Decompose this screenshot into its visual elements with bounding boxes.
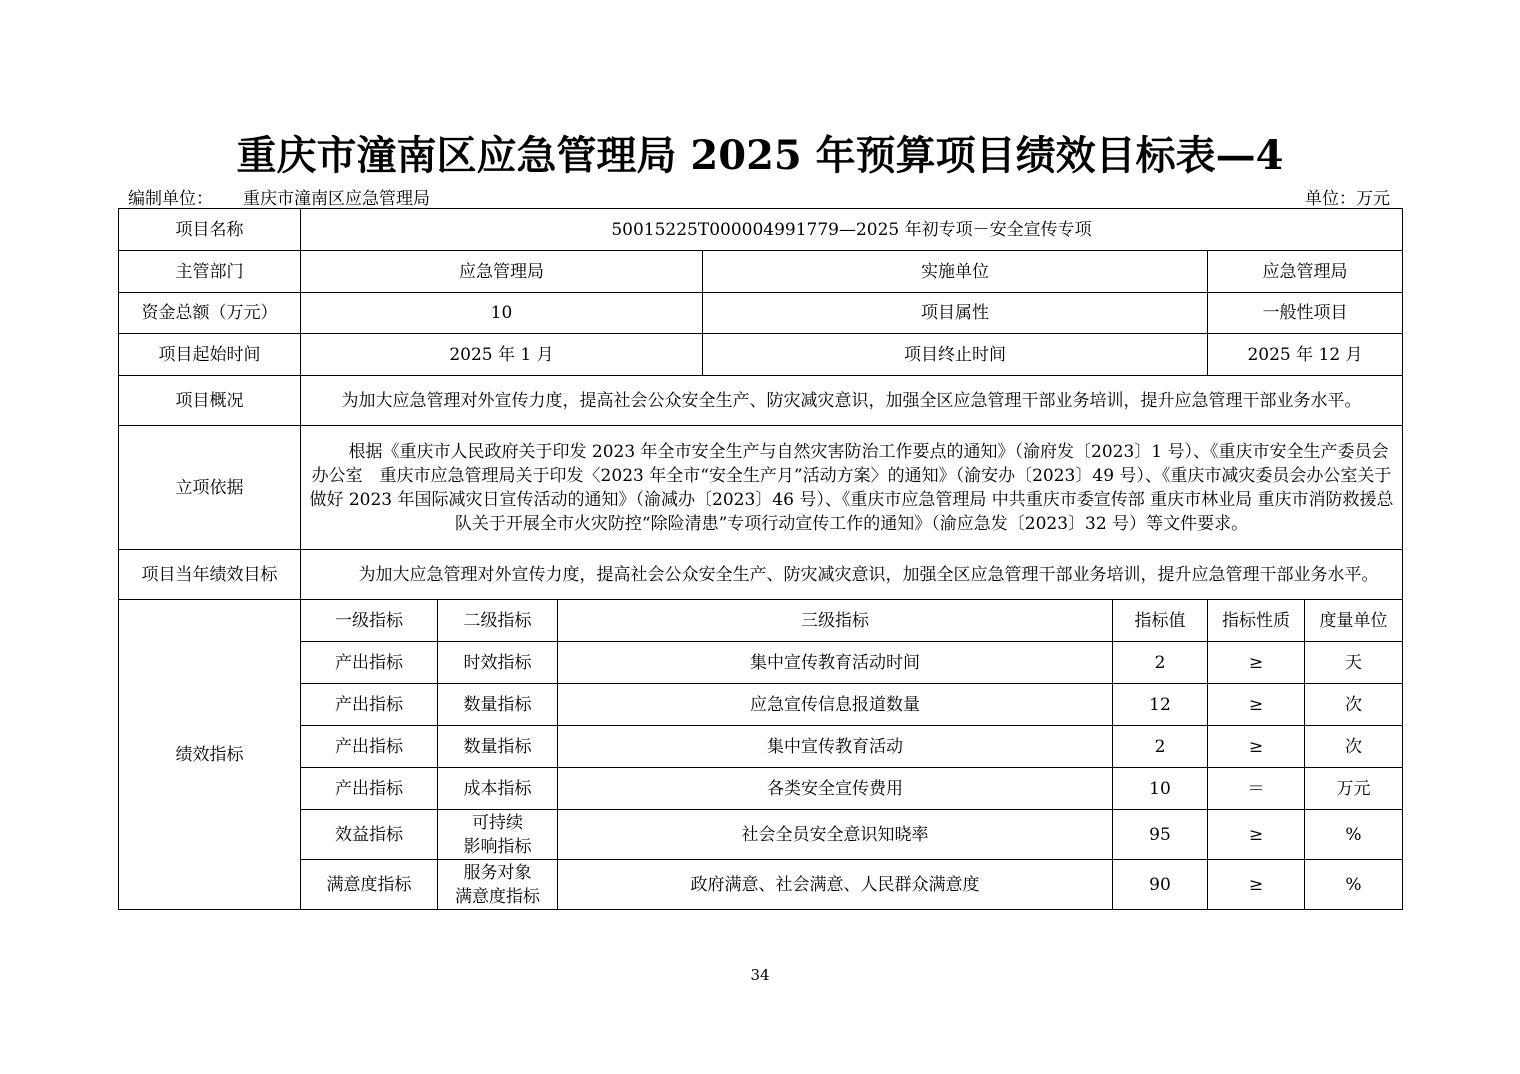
- dept-value: 应急管理局: [301, 251, 703, 293]
- end-value: 2025 年 12 月: [1208, 334, 1403, 376]
- unit-cell: 次: [1305, 726, 1403, 768]
- start-label: 项目起始时间: [119, 334, 301, 376]
- indicator-header-row: [119, 600, 1403, 642]
- nature-cell: ≥: [1208, 642, 1305, 684]
- row-fund: [119, 293, 1403, 334]
- nature-cell: ≥: [1208, 726, 1305, 768]
- level1-cell: 效益指标: [301, 810, 438, 860]
- start-value: 2025 年 1 月: [301, 334, 703, 376]
- level3-cell: 社会全员安全意识知晓率: [558, 810, 1113, 860]
- level2-line2: 影响指标: [463, 836, 532, 857]
- level2-cell: 数量指标: [438, 684, 558, 726]
- basis-label: 立项依据: [119, 426, 301, 550]
- unit-cell: %: [1305, 810, 1403, 860]
- row-basis: [119, 426, 1403, 550]
- row-department: [119, 251, 1403, 293]
- page-number: 34: [750, 966, 770, 984]
- value-cell: 2: [1113, 642, 1208, 684]
- level2-line1: 服务对象: [463, 862, 532, 883]
- level2-cell: 数量指标: [438, 726, 558, 768]
- compiling-unit: [128, 184, 430, 209]
- header-nature: 指标性质: [1208, 600, 1305, 642]
- attr-label: 项目属性: [703, 293, 1208, 334]
- unit-cell: 次: [1305, 684, 1403, 726]
- value-cell: 12: [1113, 684, 1208, 726]
- level2-cell: 成本指标: [438, 768, 558, 810]
- nature-cell: ≥: [1208, 684, 1305, 726]
- table-row: [119, 768, 1403, 810]
- value-cell: 2: [1113, 726, 1208, 768]
- level1-cell: 产出指标: [301, 642, 438, 684]
- unit-cell: %: [1305, 860, 1403, 910]
- goal-label: 项目当年绩效目标: [119, 550, 301, 600]
- level2-cell: [438, 860, 558, 910]
- value-cell: 10: [1113, 768, 1208, 810]
- performance-table: [118, 208, 1403, 910]
- compiling-unit-name: 重庆市潼南区应急管理局: [243, 189, 430, 209]
- level3-cell: 集中宣传教育活动时间: [558, 642, 1113, 684]
- attr-value: 一般性项目: [1208, 293, 1403, 334]
- indicators-section-label: 绩效指标: [119, 600, 301, 910]
- nature-cell: ≥: [1208, 810, 1305, 860]
- currency-unit: 单位：万元: [1305, 189, 1390, 209]
- row-goal: [119, 550, 1403, 600]
- header-level2: 二级指标: [438, 600, 558, 642]
- level3-cell: 集中宣传教育活动: [558, 726, 1113, 768]
- project-name-value: 50015225T000004991779—2025 年初专项－安全宣传专项: [301, 209, 1403, 251]
- fund-value: 10: [301, 293, 703, 334]
- level1-cell: 产出指标: [301, 768, 438, 810]
- basis-text: 根据《重庆市人民政府关于印发 2023 年全市安全生产与自然灾害防治工作要点的通知》（渝府发〔2023〕1 号）、《重庆市安全生产委员会办公室 重庆市应急管理局关于印发〈2023 年全市“安全生产月”活动方案〉的通知》（渝安办〔2023〕49 号）、《重庆市减灾委员会办公室关于做好 2023 年国际减灾日宣传活动的通知》（渝减办〔2023〕46 号）、《重庆市应急管理局 中共重庆市委宣传部 重庆市林业局 重庆市消防救援总队关于开展全市火灾防控“除险清患”专项行动宣传工作的通知》（渝应急发〔2023〕32 号）等文件要求。: [301, 426, 1403, 550]
- end-label: 项目终止时间: [703, 334, 1208, 376]
- compiling-unit-label: 编制单位：: [128, 189, 213, 209]
- row-time: [119, 334, 1403, 376]
- nature-cell: ＝: [1208, 768, 1305, 810]
- header-unit: 度量单位: [1305, 600, 1403, 642]
- document-title: 重庆市潼南区应急管理局 2025 年预算项目绩效目标表—4: [236, 132, 1284, 179]
- header-level3: 三级指标: [558, 600, 1113, 642]
- impl-label: 实施单位: [703, 251, 1208, 293]
- level3-cell: 政府满意、社会满意、人民群众满意度: [558, 860, 1113, 910]
- value-cell: 90: [1113, 860, 1208, 910]
- overview-label: 项目概况: [119, 376, 301, 426]
- project-name-label: 项目名称: [119, 209, 301, 251]
- level3-cell: 各类安全宣传费用: [558, 768, 1113, 810]
- goal-text: 为加大应急管理对外宣传力度，提高社会公众安全生产、防灾减灾意识，加强全区应急管理干部业务培训，提升应急管理干部业务水平。: [301, 550, 1403, 600]
- header-value: 指标值: [1113, 600, 1208, 642]
- table-row: [119, 726, 1403, 768]
- table-row: [119, 642, 1403, 684]
- header-level1: 一级指标: [301, 600, 438, 642]
- dept-label: 主管部门: [119, 251, 301, 293]
- row-overview: [119, 376, 1403, 426]
- value-cell: 95: [1113, 810, 1208, 860]
- unit-cell: 万元: [1305, 768, 1403, 810]
- level2-cell: 时效指标: [438, 642, 558, 684]
- level1-cell: 产出指标: [301, 726, 438, 768]
- level1-cell: 产出指标: [301, 684, 438, 726]
- unit-cell: 天: [1305, 642, 1403, 684]
- overview-text: 为加大应急管理对外宣传力度，提高社会公众安全生产、防灾减灾意识，加强全区应急管理干部业务培训，提升应急管理干部业务水平。: [301, 376, 1403, 426]
- level1-cell: 满意度指标: [301, 860, 438, 910]
- impl-value: 应急管理局: [1208, 251, 1403, 293]
- level2-line2: 满意度指标: [455, 886, 540, 907]
- table-row: [119, 860, 1403, 910]
- table-row: [119, 684, 1403, 726]
- level2-line1: 可持续: [472, 812, 523, 833]
- table-row: [119, 810, 1403, 860]
- level2-cell: [438, 810, 558, 860]
- nature-cell: ≥: [1208, 860, 1305, 910]
- fund-label: 资金总额（万元）: [119, 293, 301, 334]
- row-project-name: [119, 209, 1403, 251]
- level3-cell: 应急宣传信息报道数量: [558, 684, 1113, 726]
